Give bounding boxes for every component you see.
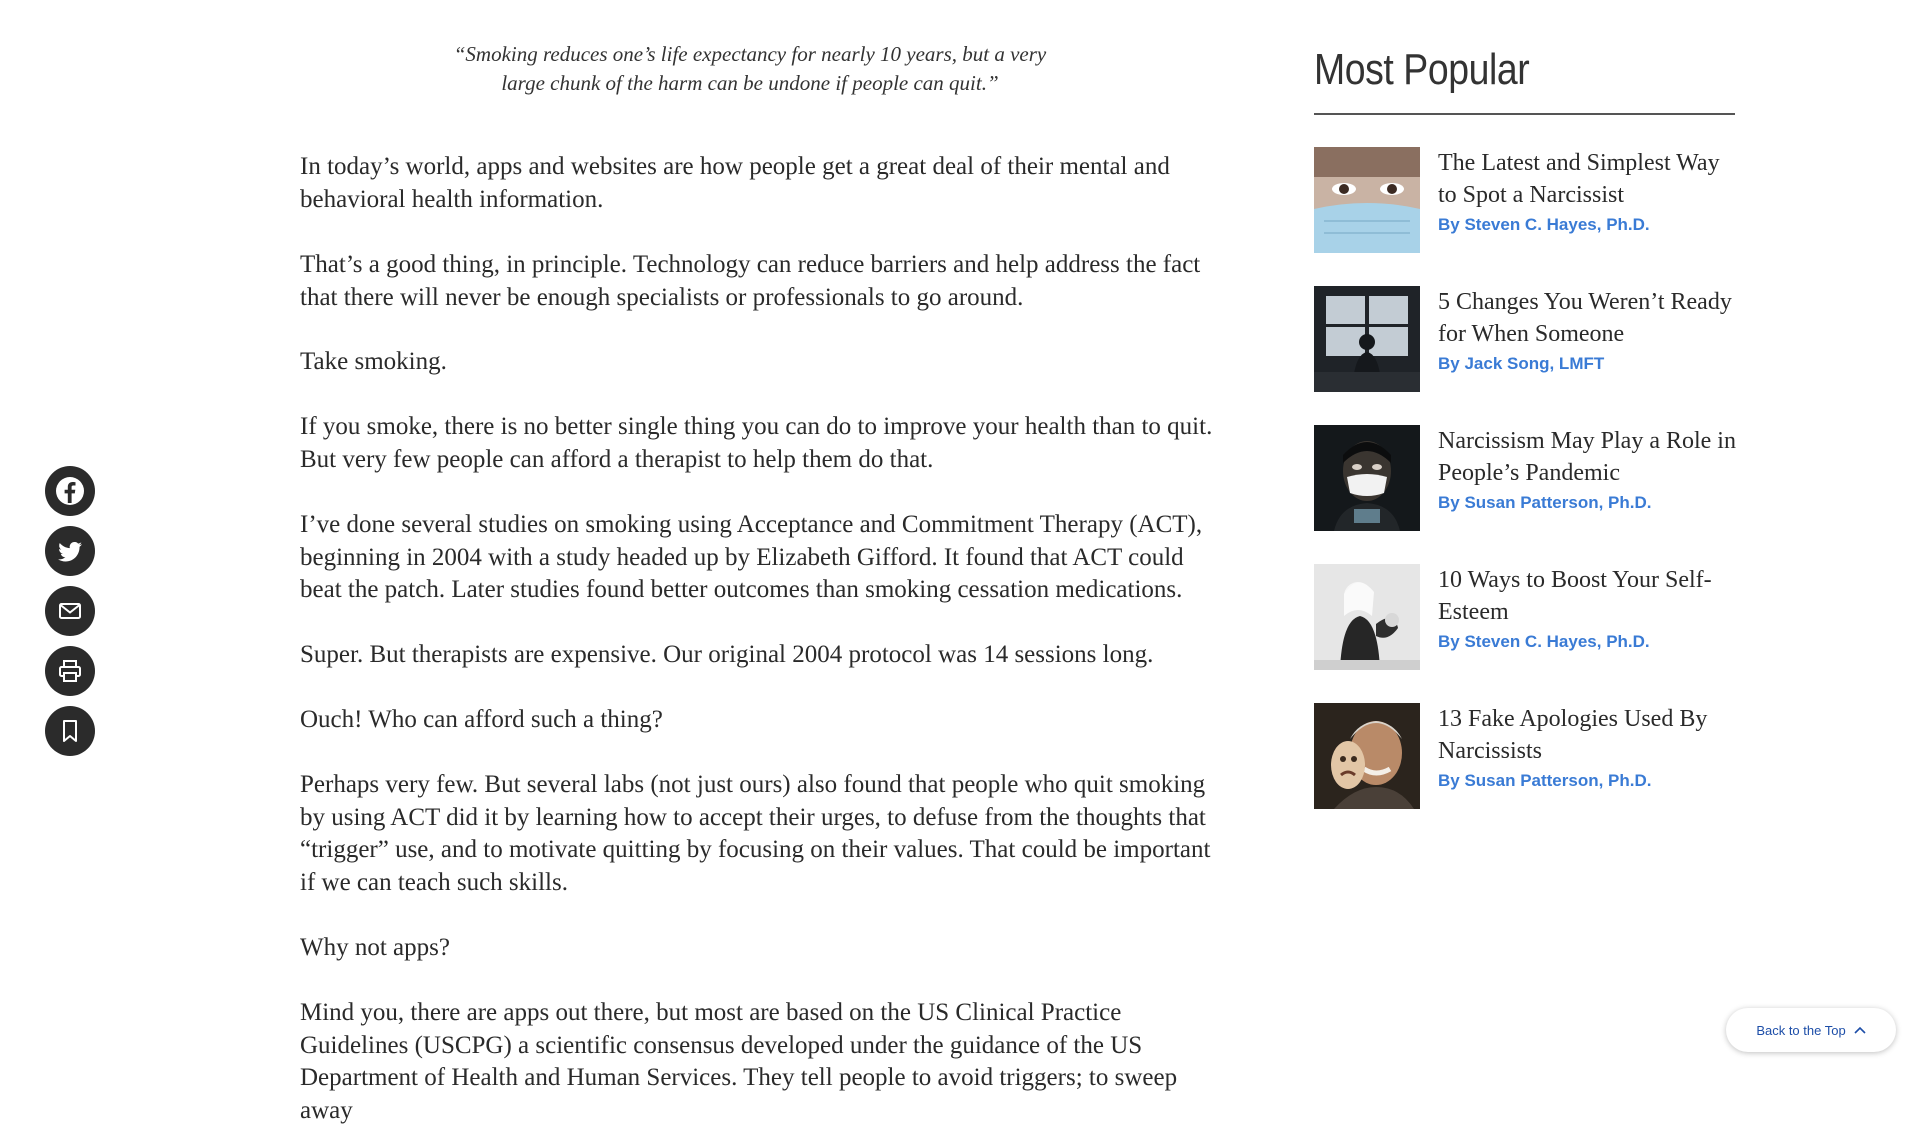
article-paragraph: That’s a good thing, in principle. Technology can reduce barriers and help address the fact that there will never be enough specialists or professionals to go around. — [300, 251, 1201, 311]
sidebar-title: Most Popular — [1314, 45, 1530, 94]
back-to-top-button[interactable] — [1726, 1008, 1896, 1052]
popular-item-title[interactable]: 5 Changes You Weren’t Ready for When Someone — [1438, 289, 1732, 347]
article-thumbnail[interactable] — [1314, 425, 1420, 531]
chevron-up-icon — [1854, 1026, 1866, 1034]
print-icon — [55, 656, 85, 686]
twitter-share-button[interactable] — [45, 526, 95, 576]
article-paragraph: Perhaps very few. But several labs (not just ours) also found that people who quit smoking by using ACT did it by learning how to accept their urges, to defuse from the thoughts that “trigger” use, and to motivate quitting by focusing on their values. That could be important if we can teach such skills. — [300, 771, 1211, 896]
back-to-top-label: Back to the Top — [1756, 1022, 1846, 1038]
popular-item[interactable] — [1314, 703, 1735, 809]
article-thumbnail[interactable] — [1314, 147, 1420, 253]
share-rail — [45, 466, 97, 756]
popular-item-text — [1438, 147, 1738, 237]
bookmark-icon — [55, 716, 85, 746]
most-popular-sidebar — [1314, 40, 1736, 790]
article-thumbnail[interactable] — [1314, 703, 1420, 809]
pull-quote: “Smoking reduces one’s life expectancy for nearly 10 years, but a very large chunk of the harm can be undone if people can quit.” — [453, 42, 1047, 95]
article-paragraph: Super. But therapists are expensive. Our original 2004 protocol was 14 sessions long. — [300, 641, 1154, 668]
popular-item[interactable] — [1314, 286, 1735, 392]
bookmark-button[interactable] — [45, 706, 95, 756]
popular-item-text — [1438, 564, 1738, 654]
twitter-icon — [55, 536, 85, 566]
article-paragraph: I’ve done several studies on smoking using Acceptance and Commitment Therapy (ACT), beginning in 2004 with a study headed up by Elizabeth Gifford. It found that ACT could beat the patch. Later studies found better outcomes than smoking cessation medications. — [300, 511, 1203, 603]
popular-item-text — [1438, 286, 1738, 376]
article-thumbnail[interactable] — [1314, 286, 1420, 392]
popular-item-author[interactable]: By Steven C. Hayes, Ph.D. — [1438, 215, 1650, 234]
popular-item-text — [1438, 425, 1738, 515]
article-paragraph: Take smoking. — [300, 348, 447, 375]
article-paragraph: Ouch! Who can afford such a thing? — [300, 706, 663, 733]
facebook-share-button[interactable] — [45, 466, 95, 516]
popular-item-title[interactable]: 10 Ways to Boost Your Self-Esteem — [1438, 567, 1712, 625]
popular-item-title[interactable]: 13 Fake Apologies Used By Narcissists — [1438, 706, 1708, 764]
popular-item-text — [1438, 703, 1738, 793]
article-paragraph: In today’s world, apps and websites are how people get a great deal of their mental and behavioral health information. — [300, 153, 1170, 213]
email-share-button[interactable] — [45, 586, 95, 636]
email-icon — [55, 596, 85, 626]
print-button[interactable] — [45, 646, 95, 696]
article-paragraph: If you smoke, there is no better single thing you can do to improve your health than to quit. But very few people can afford a therapist to help them do that. — [300, 413, 1213, 473]
popular-item-author[interactable]: By Susan Patterson, Ph.D. — [1438, 493, 1652, 512]
article-paragraph: Mind you, there are apps out there, but most are based on the US Clinical Practice Guidelines (USCPG) a scientific consensus developed under the guidance of the US Department of Health and Human Services. They tell people to avoid triggers; to sweep away — [300, 999, 1178, 1124]
popular-item-author[interactable]: By Steven C. Hayes, Ph.D. — [1438, 632, 1650, 651]
popular-item-title[interactable]: The Latest and Simplest Way to Spot a Narcissist — [1438, 150, 1720, 208]
article-thumbnail[interactable] — [1314, 564, 1420, 670]
facebook-icon — [55, 476, 85, 506]
sidebar-divider — [1314, 113, 1735, 115]
popular-item-author[interactable]: By Jack Song, LMFT — [1438, 354, 1605, 373]
popular-item-author[interactable]: By Susan Patterson, Ph.D. — [1438, 771, 1652, 790]
article-paragraph: Why not apps? — [300, 934, 450, 961]
popular-item[interactable] — [1314, 564, 1735, 670]
popular-item[interactable] — [1314, 147, 1735, 253]
popular-item[interactable] — [1314, 425, 1735, 531]
popular-item-title[interactable]: Narcissism May Play a Role in People’s Pandemic — [1438, 428, 1736, 486]
